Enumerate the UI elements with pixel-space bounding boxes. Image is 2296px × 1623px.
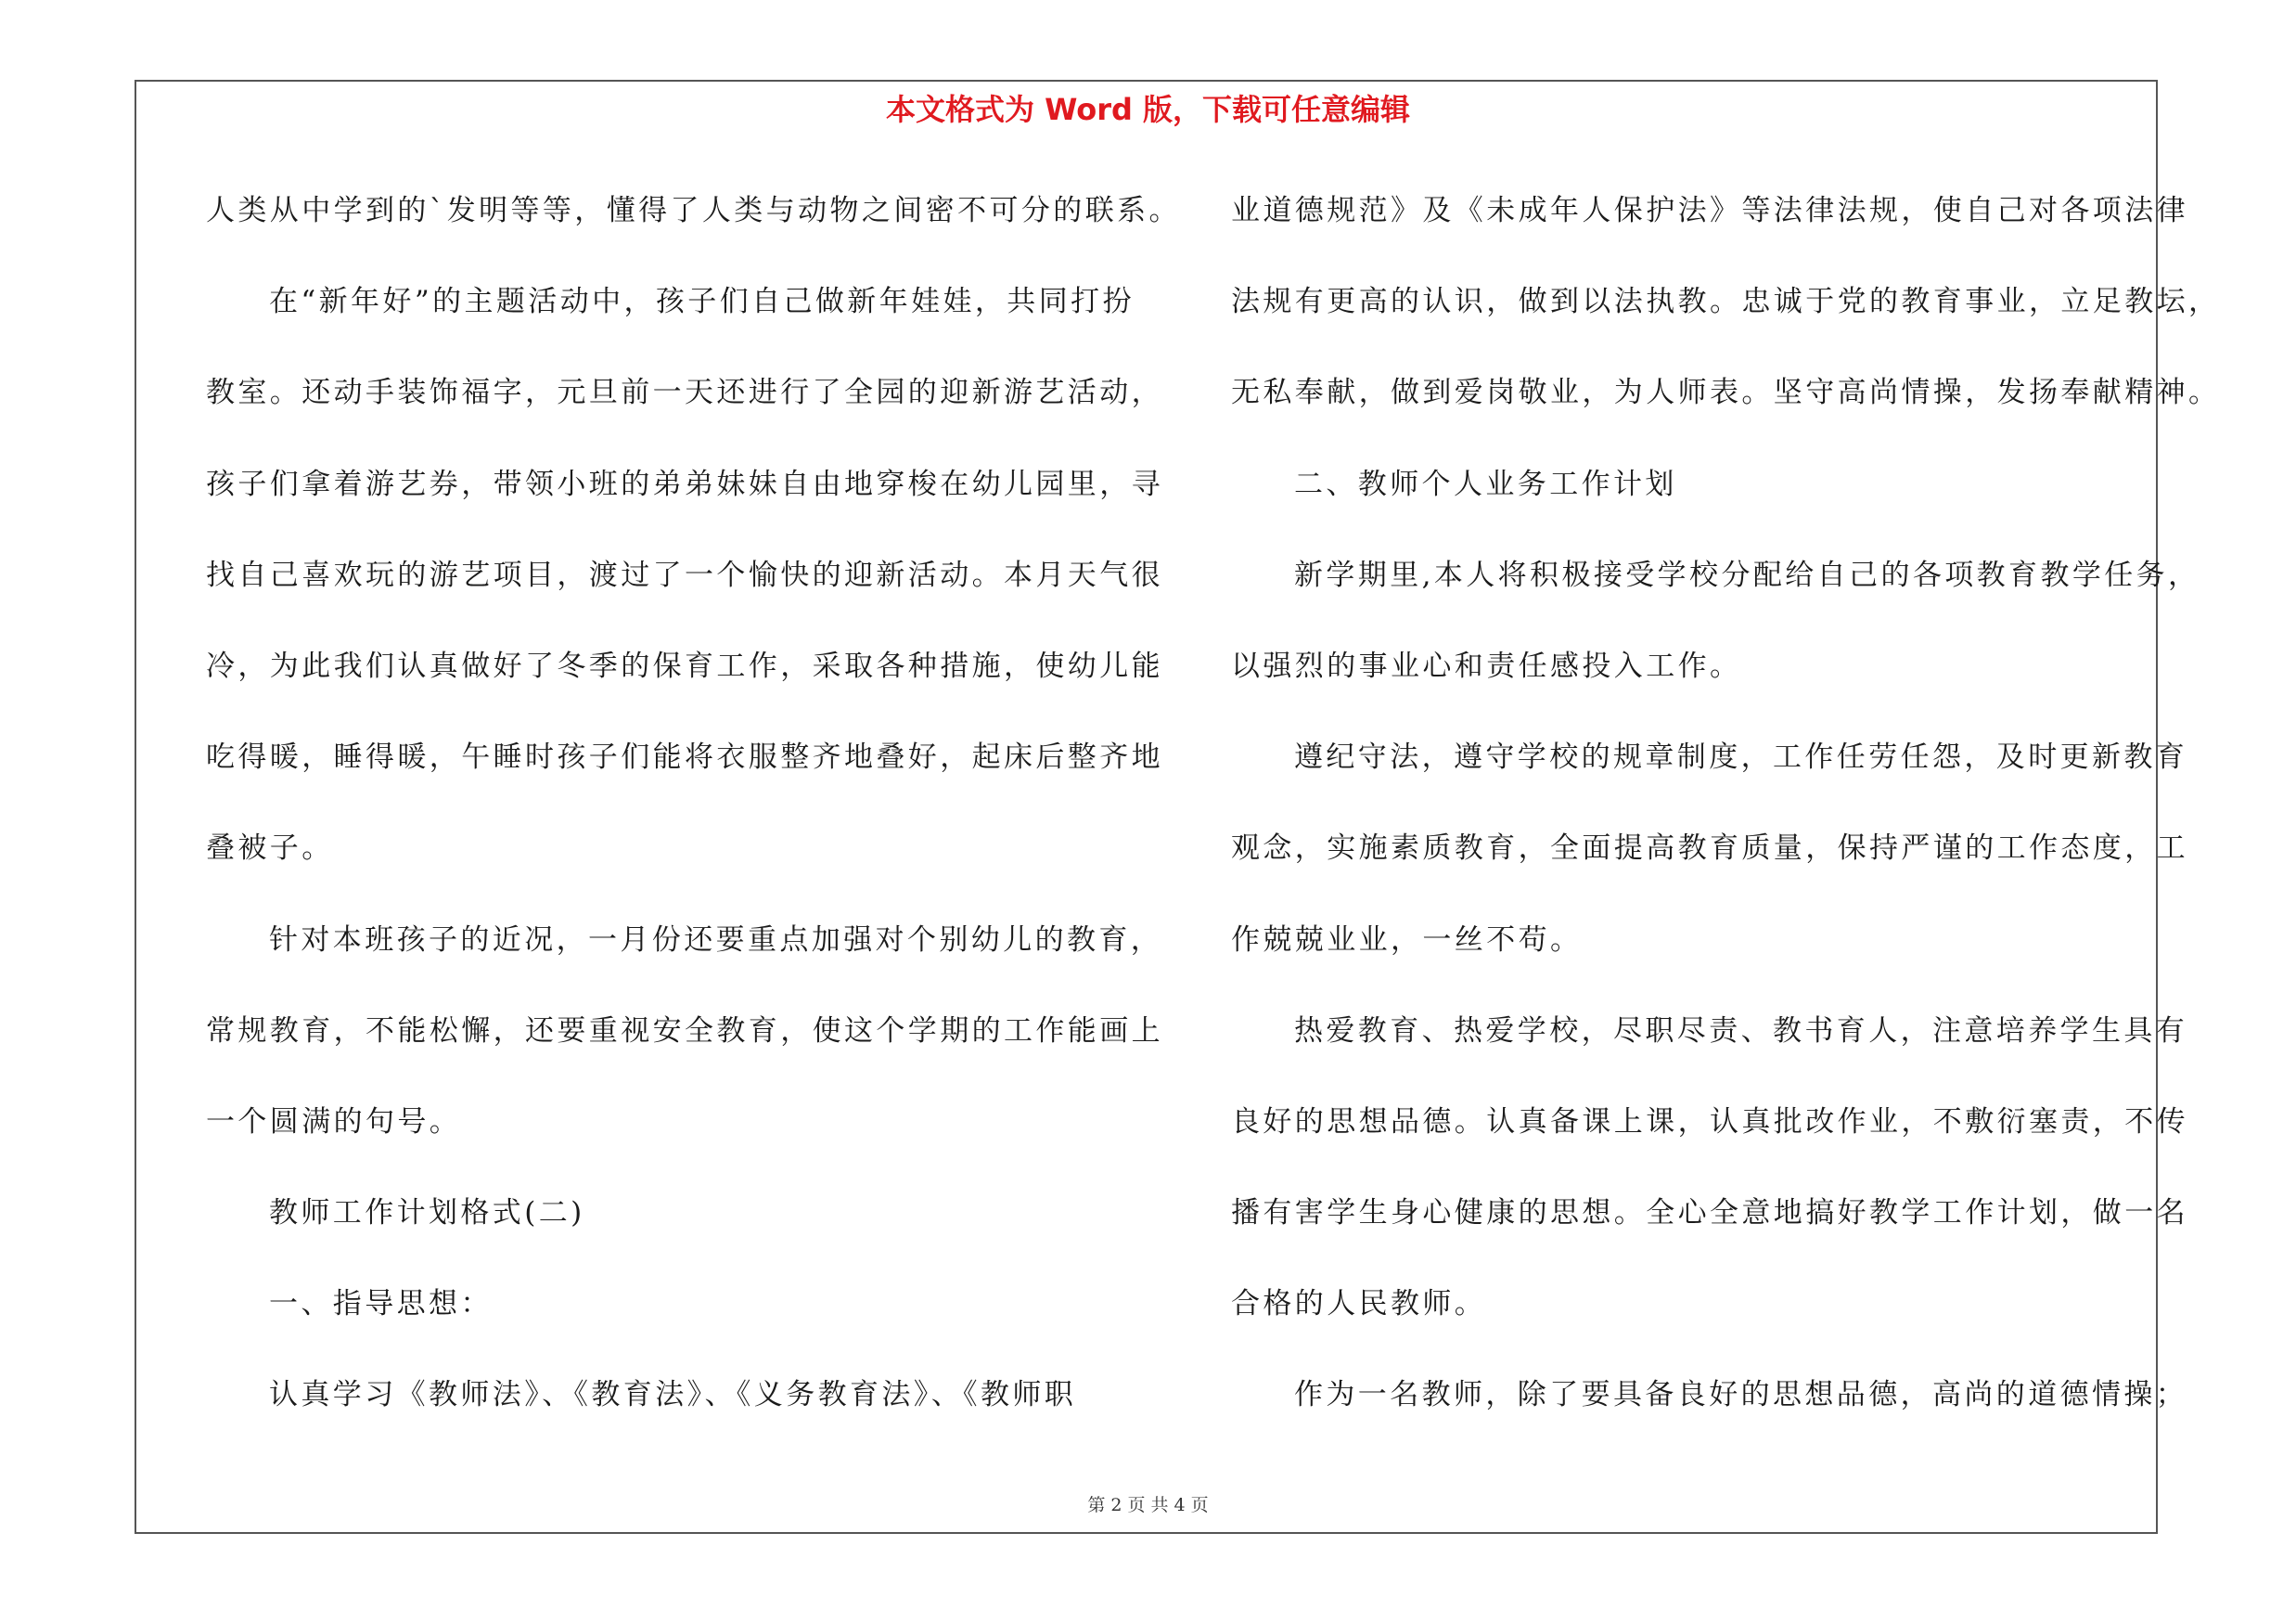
text-line: 作为一名教师，除了要具备良好的思想品德，高尚的道德情操； xyxy=(1294,1378,2188,1412)
section-heading: 一、指导思想： xyxy=(269,1287,493,1321)
text-line: 吃得暖，睡得暖，午睡时孩子们能将衣服整齐地叠好，起床后整齐地 xyxy=(206,741,1163,775)
text-line: 合格的人民教师。 xyxy=(1231,1287,1487,1321)
text-line: 认真学习《教师法》、《教育法》、《义务教育法》、《教师职 xyxy=(269,1378,1077,1412)
text-line: 冷，为此我们认真做好了冬季的保育工作，采取各种措施，使幼儿能 xyxy=(206,649,1163,683)
text-line: 作兢兢业业，一丝不苟。 xyxy=(1231,922,1583,957)
text-line: 观念，实施素质教育，全面提高教育质量，保持严谨的工作态度，工 xyxy=(1231,831,2188,866)
text-line: 以强烈的事业心和责任感投入工作。 xyxy=(1231,649,1742,683)
text-line: 法规有更高的认识，做到以法执教。忠诚于党的教育事业，立足教坛， xyxy=(1231,285,2221,319)
text-line: 遵纪守法，遵守学校的规章制度，工作任劳任怨，及时更新教育 xyxy=(1294,741,2188,775)
word-format-banner: 本文格式为 Word 版，下载可任意编辑 xyxy=(885,92,1411,127)
text-line: 业道德规范》及《未成年人保护法》等法律法规，使自己对各项法律 xyxy=(1231,194,2188,227)
text-line: 教室。还动手装饰福字，元旦前一天还进行了全园的迎新游艺活动， xyxy=(206,376,1163,410)
text-line: 针对本班孩子的近况，一月份还要重点加强对个别幼儿的教育， xyxy=(269,922,1163,957)
text-line: 找自己喜欢玩的游艺项目，渡过了一个愉快的迎新活动。本月天气很 xyxy=(206,558,1163,592)
text-line: 常规教育，不能松懈，还要重视安全教育，使这个学期的工作能画上 xyxy=(206,1013,1163,1048)
text-line: 一个圆满的句号。 xyxy=(206,1104,462,1139)
text-line: 良好的思想品德。认真备课上课，认真批改作业，不敷衍塞责，不传 xyxy=(1231,1104,2188,1139)
left-column xyxy=(206,186,1181,1462)
text-line: 人类从中学到的`发明等等，懂得了人类与动物之间密不可分的联系。 xyxy=(206,194,1181,227)
text-line: 在“新年好”的主题活动中，孩子们自己做新年娃娃，共同打扮 xyxy=(269,285,1135,319)
right-column xyxy=(1231,186,2221,1462)
text-line: 孩子们拿着游艺券，带领小班的弟弟妹妹自由地穿梭在幼儿园里，寻 xyxy=(206,467,1163,501)
text-line: 新学期里,本人将积极接受学校分配给自己的各项教育教学任务， xyxy=(1294,558,2200,592)
section-heading: 二、教师个人业务工作计划 xyxy=(1294,467,1677,501)
text-line: 热爱教育、热爱学校，尽职尽责、教书育人，注意培养学生具有 xyxy=(1294,1013,2188,1048)
text-line: 播有害学生身心健康的思想。全心全意地搞好教学工作计划，做一名 xyxy=(1231,1196,2188,1230)
section-heading: 教师工作计划格式(二) xyxy=(269,1196,585,1230)
page-number-footer: 第 2 页 共 4 页 xyxy=(1087,1495,1209,1515)
text-line: 无私奉献，做到爱岗敬业，为人师表。坚守高尚情操，发扬奉献精神。 xyxy=(1231,376,2221,410)
text-line: 叠被子。 xyxy=(206,831,334,866)
